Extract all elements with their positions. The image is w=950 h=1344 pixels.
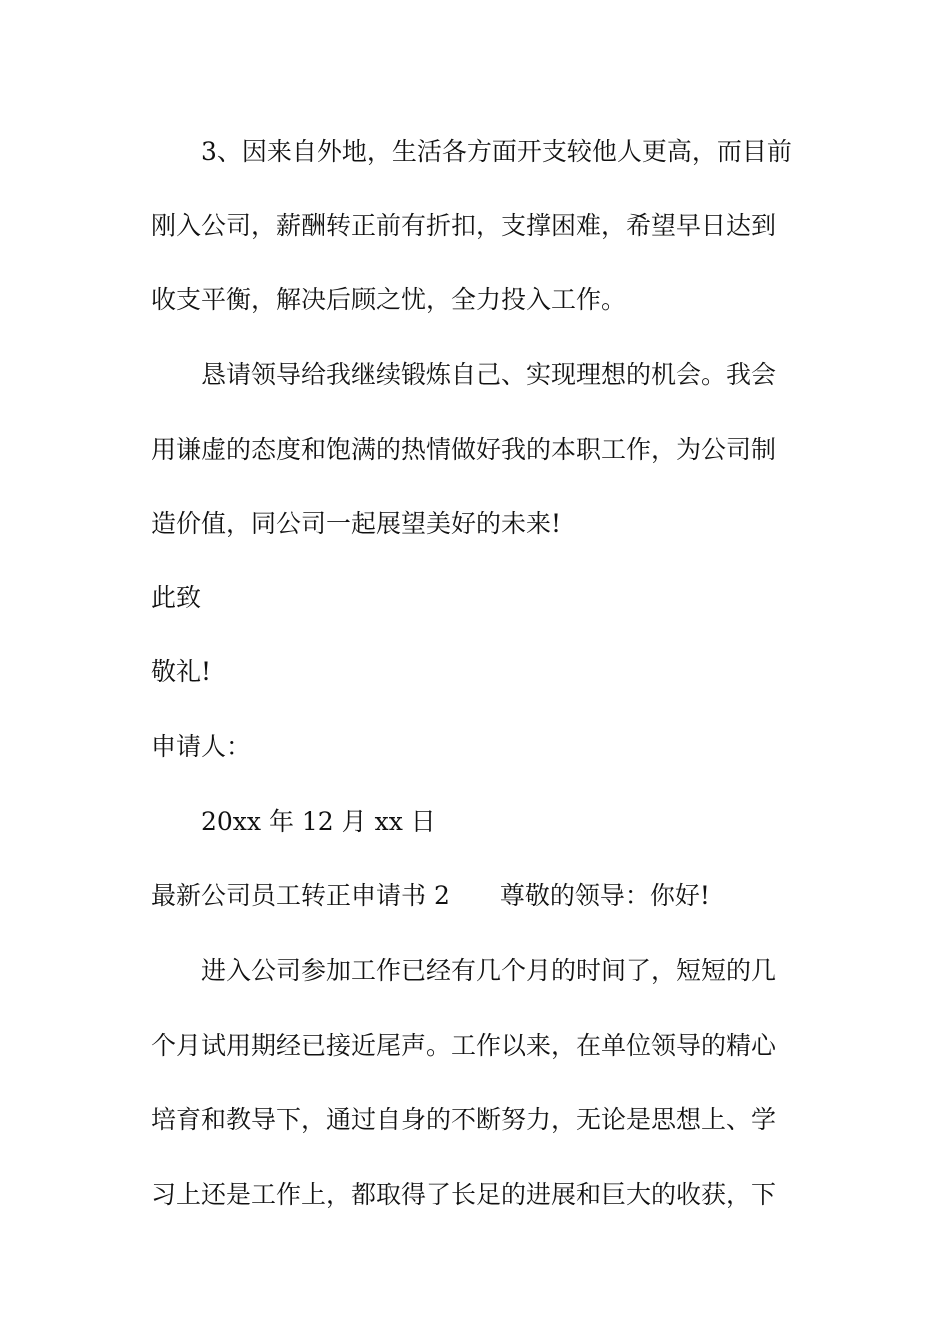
closing-line-1: 此致 bbox=[151, 583, 202, 612]
paragraph-3-line-1: 3、因来自外地，生活各方面开支较他人更高，而目前 bbox=[201, 137, 792, 166]
body-paragraph-line-2: 个月试用期经已接近尾声。工作以来，在单位领导的精心 bbox=[151, 1031, 777, 1060]
paragraph-3-line-3: 收支平衡，解决后顾之忧，全力投入工作。 bbox=[151, 285, 627, 314]
request-paragraph-line-2: 用谦虚的态度和饱满的热情做好我的本职工作，为公司制 bbox=[151, 435, 777, 464]
request-paragraph-line-1: 恳请领导给我继续锻炼自己、实现理想的机会。我会 bbox=[201, 360, 777, 389]
paragraph-3-line-2: 刚入公司，薪酬转正前有折扣，支撑困难，希望早日达到 bbox=[151, 211, 777, 240]
salutation: 尊敬的领导：你好! bbox=[499, 881, 710, 910]
letter-date: 20xx 年 12 月 xx 日 bbox=[201, 807, 436, 836]
heading-line bbox=[151, 880, 710, 912]
request-paragraph-line-3: 造价值，同公司一起展望美好的未来! bbox=[151, 509, 562, 538]
body-paragraph-line-4: 习上还是工作上，都取得了长足的进展和巨大的收获，下 bbox=[151, 1180, 777, 1209]
document-heading-title: 最新公司员工转正申请书 2 bbox=[151, 881, 450, 910]
body-paragraph-line-3: 培育和教导下，通过自身的不断努力，无论是思想上、学 bbox=[151, 1105, 777, 1134]
closing-line-2: 敬礼! bbox=[151, 657, 212, 686]
applicant-label: 申请人： bbox=[151, 732, 252, 761]
body-paragraph-line-1: 进入公司参加工作已经有几个月的时间了，短短的几 bbox=[201, 956, 777, 985]
